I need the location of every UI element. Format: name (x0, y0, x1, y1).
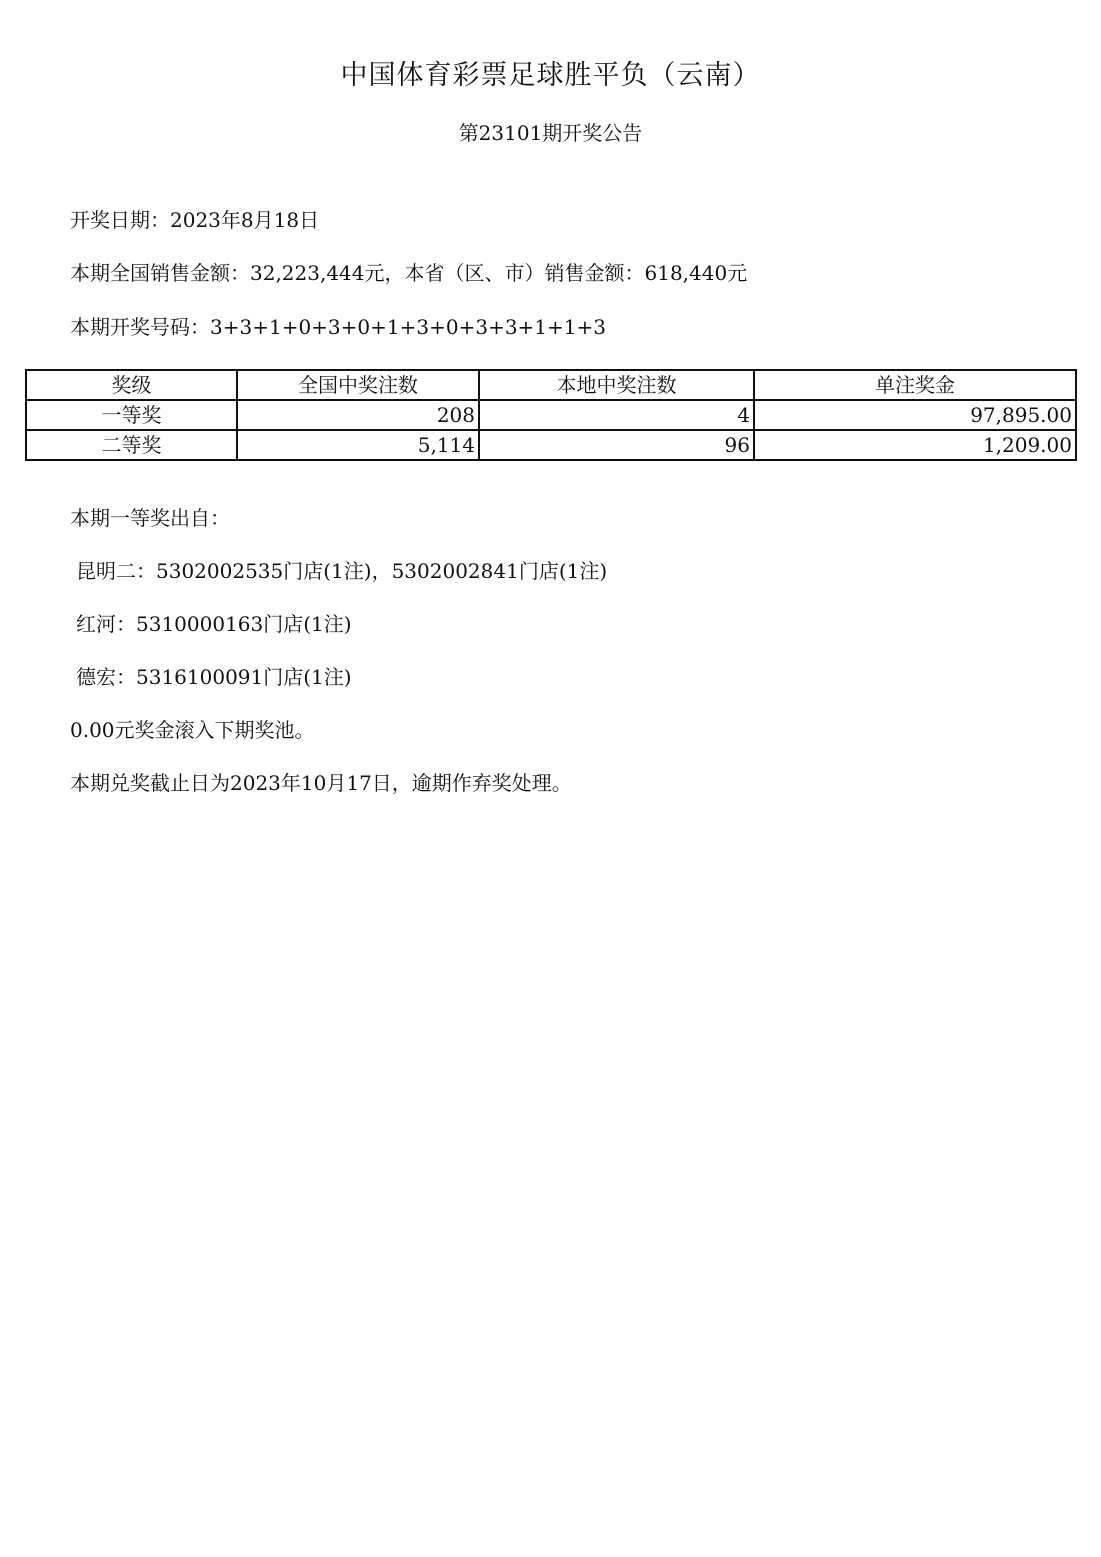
table-header-row (26, 370, 1076, 400)
issue-subtitle: 第23101期开奖公告 (458, 121, 643, 145)
header-national-count: 全国中奖注数 (237, 370, 479, 400)
table-row (26, 400, 1076, 430)
cell-prize-amount: 97,895.00 (754, 400, 1076, 430)
rollover-note: 0.00元奖金滚入下期奖池。 (70, 718, 315, 742)
winning-numbers: 本期开奖号码：3+3+1+0+3+0+1+3+0+3+3+1+1+3 (70, 315, 606, 339)
winner-line-honghe: 红河：5310000163门店(1注) (76, 612, 352, 636)
sales-amount: 本期全国销售金额：32,223,444元，本省（区、市）销售金额：618,440元 (70, 261, 748, 285)
header-prize-amount: 单注奖金 (754, 370, 1076, 400)
table-row (26, 430, 1076, 460)
winners-intro: 本期一等奖出自： (70, 506, 230, 530)
header-local-count: 本地中奖注数 (479, 370, 754, 400)
cell-local-count: 4 (479, 400, 754, 430)
cell-prize-amount: 1,209.00 (754, 430, 1076, 460)
draw-date: 开奖日期：2023年8月18日 (70, 208, 320, 232)
cell-national-count: 208 (237, 400, 479, 430)
winner-line-kunming: 昆明二：5302002535门店(1注)，5302002841门店(1注) (76, 559, 608, 583)
header-level: 奖级 (26, 370, 237, 400)
page-title: 中国体育彩票足球胜平负（云南） (340, 60, 761, 91)
winner-line-dehong: 德宏：5316100091门店(1注) (76, 665, 352, 689)
deadline-note: 本期兑奖截止日为2023年10月17日，逾期作弃奖处理。 (70, 771, 572, 795)
cell-national-count: 5,114 (237, 430, 479, 460)
cell-level: 一等奖 (26, 400, 237, 430)
cell-level: 二等奖 (26, 430, 237, 460)
prize-table (25, 369, 1077, 461)
cell-local-count: 96 (479, 430, 754, 460)
